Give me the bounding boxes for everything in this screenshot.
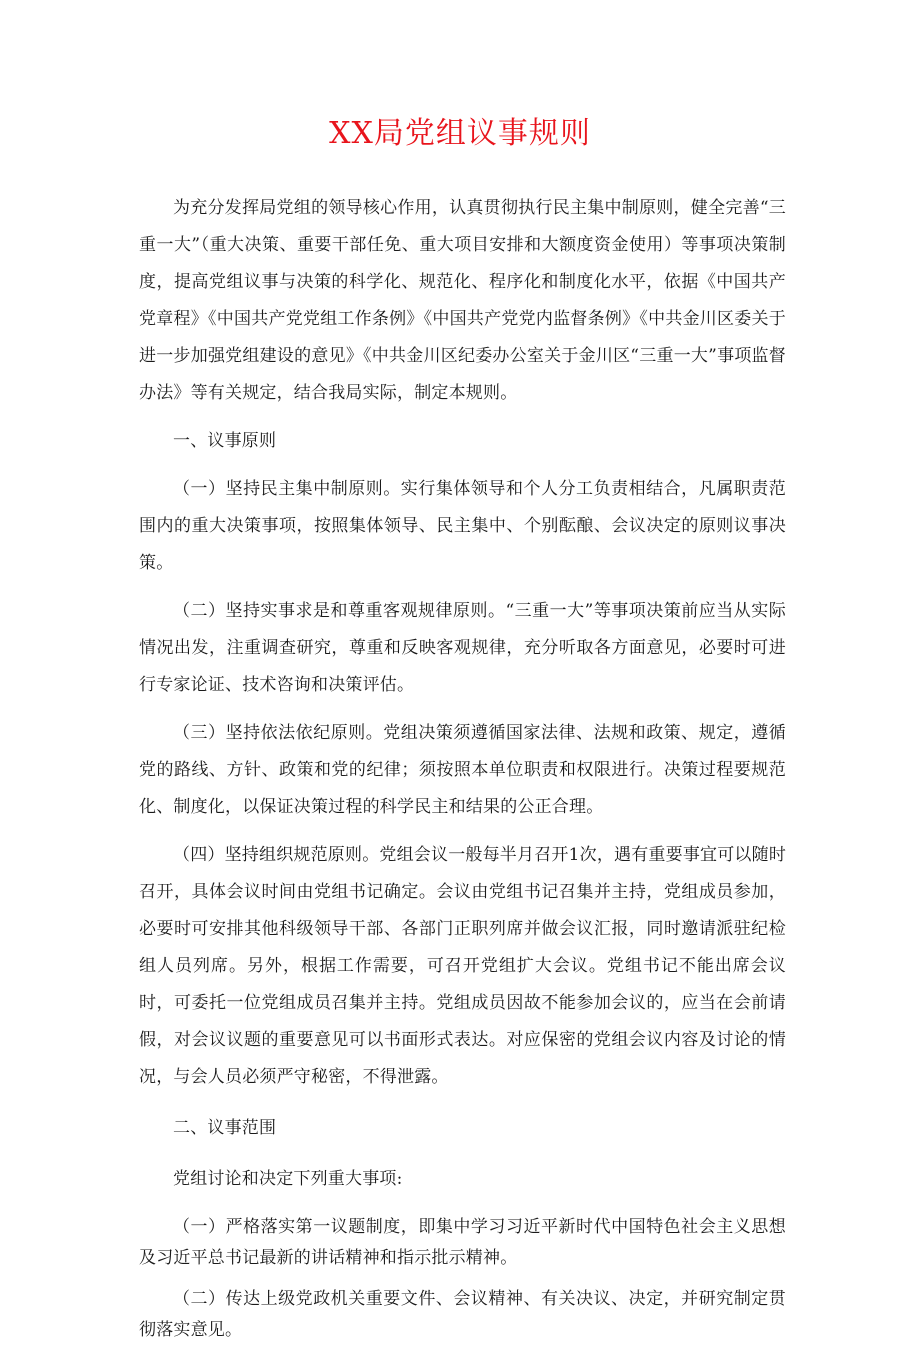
principle-item-2: （二）坚持实事求是和尊重客观规律原则。“三重一大”等事项决策前应当从实际情况出发，注重调查研究，尊重和反映客观规律，充分听取各方面意见，必要时可进行专家论证、技术咨询和决策评估。 [139,601,786,695]
document-body [139,190,786,1356]
scope-item-1: （一）严格落实第一议题制度，即集中学习习近平新时代中国特色社会主义思想及习近平总书记最新的讲话精神和指示批示精神。 [139,1217,786,1268]
section-heading-scope: 二、议事范围 [173,1118,277,1138]
principle-item-1: （一）坚持民主集中制原则。实行集体领导和个人分工负责相结合，凡属职责范围内的重大决策事项，按照集体领导、民主集中、个别酝酿、会议决定的原则议事决策。 [139,479,786,573]
intro-paragraph: 为充分发挥局党组的领导核心作用，认真贯彻执行民主集中制原则，健全完善“三重一大”（重大决策、重要干部任免、重大项目安排和大额度资金使用）等事项决策制度，提高党组议事与决策的科学化、规范化、程序化和制度化水平，依据《中国共产党章程》《中国共产党党组工作条例》《中国共产党党内监督条例》《中共金川区委关于进一步加强党组建设的意见》《中共金川区纪委办公室关于金川区“三重一大”事项监督办法》等有关规定，结合我局实际，制定本规则。 [139,198,786,403]
principle-item-4: （四）坚持组织规范原则。党组会议一般每半月召开1次，遇有重要事宜可以随时召开，具体会议时间由党组书记确定。会议由党组书记召集并主持，党组成员参加，必要时可安排其他科级领导干部、各部门正职列席并做会议汇报，同时邀请派驻纪检组人员列席。另外，根据工作需要，可召开党组扩大会议。党组书记不能出席会议时，可委托一位党组成员召集并主持。党组成员因故不能参加会议的，应当在会前请假，对会议议题的重要意见可以书面形式表达。对应保密的党组会议内容及讨论的情况，与会人员必须严守秘密，不得泄露。 [139,845,787,1087]
principle-item-3: （三）坚持依法依纪原则。党组决策须遵循国家法律、法规和政策、规定，遵循党的路线、方针、政策和党的纪律；须按照本单位职责和权限进行。决策过程要规范化、制度化，以保证决策过程的科学民主和结果的公正合理。 [139,723,786,817]
document-title: XX局党组议事规则 [329,116,591,151]
section-heading-principles: 一、议事原则 [173,431,277,451]
scope-lead: 党组讨论和决定下列重大事项: [173,1169,403,1189]
scope-item-2: （二）传达上级党政机关重要文件、会议精神、有关决议、决定，并研究制定贯彻落实意见。 [139,1289,786,1340]
